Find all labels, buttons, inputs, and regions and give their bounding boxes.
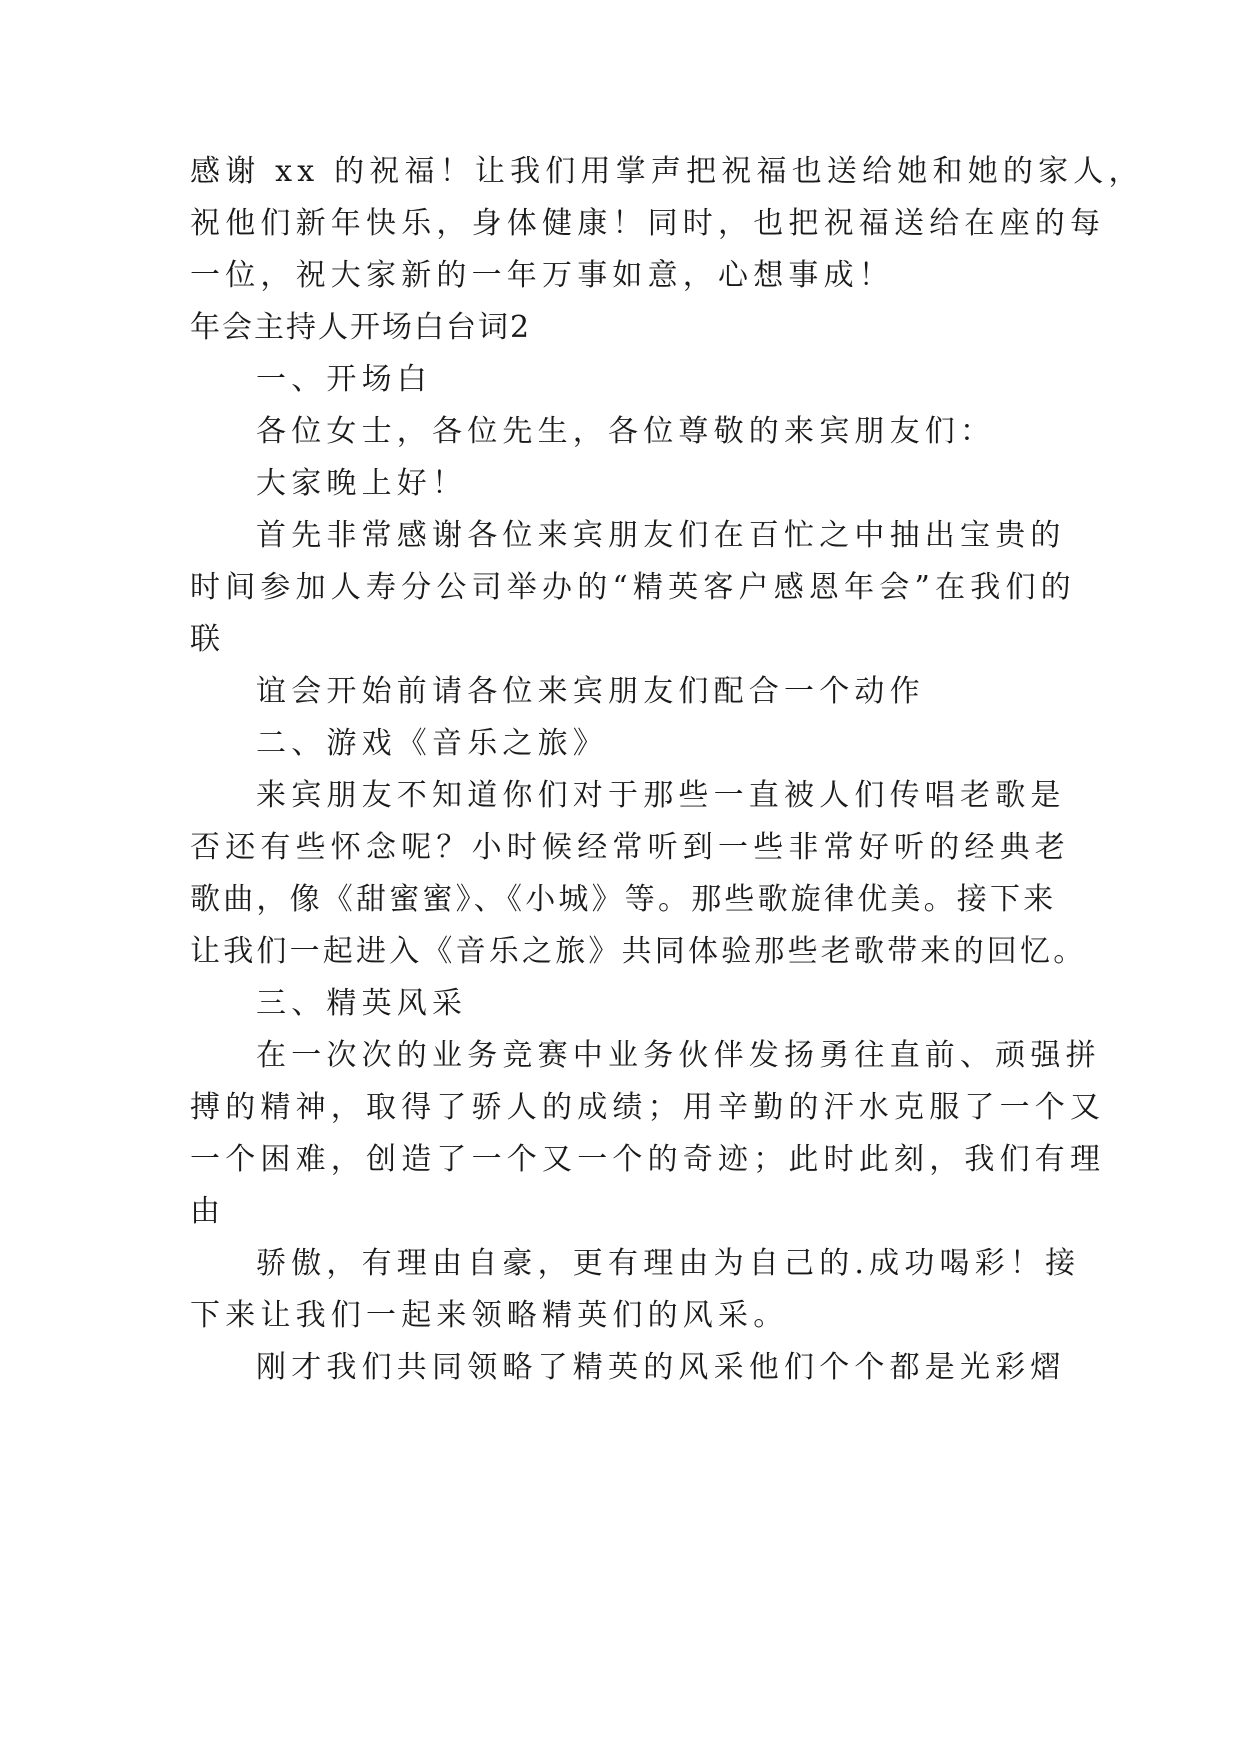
paragraph-line: 否还有些怀念呢？小时候经常听到一些非常好听的经典老 xyxy=(190,830,1070,865)
paragraph-line: 首先非常感谢各位来宾朋友们在百忙之中抽出宝贵的 xyxy=(256,518,1066,553)
paragraph-line: 来宾朋友不知道你们对于那些一直被人们传唱老歌是 xyxy=(256,778,1066,813)
section-title: 年会主持人开场白台词2 xyxy=(190,310,532,345)
paragraph-line: 谊会开始前请各位来宾朋友们配合一个动作 xyxy=(256,674,925,709)
paragraph-line: 祝他们新年快乐，身体健康！同时，也把祝福送给在座的每 xyxy=(190,206,1106,241)
paragraph-line: 大家晚上好！ xyxy=(256,466,468,501)
paragraph-line: 各位女士，各位先生，各位尊敬的来宾朋友们： xyxy=(256,414,996,449)
paragraph-line: 搏的精神，取得了骄人的成绩；用辛勤的汗水克服了一个又 xyxy=(190,1090,1106,1125)
section-heading: 一、开场白 xyxy=(256,362,432,397)
paragraph-line: 让我们一起进入《音乐之旅》共同体验那些老歌带来的回忆。 xyxy=(190,934,1087,969)
paragraph-line: 在一次次的业务竞赛中业务伙伴发扬勇往直前、顽强拼 xyxy=(256,1038,1101,1073)
paragraph-line: 由 xyxy=(190,1194,226,1229)
paragraph-line: 刚才我们共同领略了精英的风采他们个个都是光彩熠 xyxy=(256,1350,1066,1385)
paragraph-line: 一位，祝大家新的一年万事如意，心想事成！ xyxy=(190,258,894,293)
paragraph-line: 一个困难，创造了一个又一个的奇迹；此时此刻，我们有理 xyxy=(190,1142,1106,1177)
paragraph-line: 时间参加人寿分公司举办的“精英客户感恩年会”在我们的 xyxy=(190,570,1076,605)
paragraph-line: 骄傲，有理由自豪，更有理由为自己的.成功喝彩！接 xyxy=(256,1246,1081,1281)
paragraph-line: 联 xyxy=(190,622,226,657)
paragraph-line: 感谢 xx 的祝福！让我们用掌声把祝福也送给她和她的家人， xyxy=(190,154,1144,189)
paragraph-line: 下来让我们一起来领略精英们的风采。 xyxy=(190,1298,789,1333)
paragraph-line: 歌曲，像《甜蜜蜜》、《小城》等。那些歌旋律优美。接下来 xyxy=(190,882,1057,917)
section-heading: 三、精英风采 xyxy=(256,986,468,1021)
section-heading: 二、游戏《音乐之旅》 xyxy=(256,726,608,761)
